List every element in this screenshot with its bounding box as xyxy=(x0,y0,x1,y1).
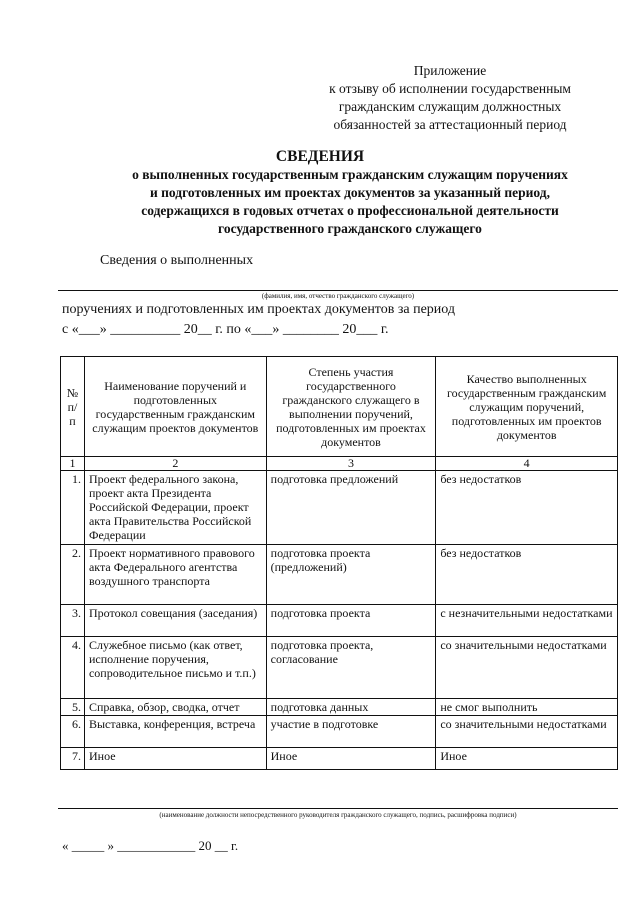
row-participation: подготовка данных xyxy=(266,699,436,716)
row-participation: Иное xyxy=(266,748,436,770)
name-line xyxy=(58,290,618,291)
appendix-block xyxy=(300,62,600,134)
row-number: 3. xyxy=(61,605,85,637)
row-participation: подготовка предложений xyxy=(266,471,436,545)
intro-text: Сведения о выполненных xyxy=(100,253,254,268)
name-caption: (фамилия, имя, отчество гражданского служащего) xyxy=(261,292,415,300)
row-quality: без недостатков xyxy=(436,545,618,605)
row-participation: участие в подготовке xyxy=(266,716,436,748)
subtitle-line: содержащихся в годовых отчетах о профессиональной деятельности xyxy=(141,203,559,218)
row-participation: подготовка проекта (предложений) xyxy=(266,545,436,605)
subtitle-line: и подготовленных им проектах документов за указанный период, xyxy=(150,185,550,200)
column-number: 4 xyxy=(436,457,618,471)
row-quality: со значительными недостатками xyxy=(436,637,618,699)
header-cell: Степень участия государственного гражданского служащего в выполнении поручений, подготовленных им проектах документов xyxy=(266,357,436,457)
appendix-line: гражданским служащим должностных xyxy=(338,99,562,114)
table-row xyxy=(61,605,618,637)
row-participation: подготовка проекта, согласование xyxy=(266,637,436,699)
row-quality: со значительными недостатками xyxy=(436,716,618,748)
table-row xyxy=(61,699,618,716)
row-quality: без недостатков xyxy=(436,471,618,545)
table-row xyxy=(61,748,618,770)
row-number: 5. xyxy=(61,699,85,716)
column-number: 1 xyxy=(61,457,85,471)
row-quality: Иное xyxy=(436,748,618,770)
column-number-row xyxy=(61,457,618,471)
row-quality: не смог выполнить xyxy=(436,699,618,716)
row-number: 2. xyxy=(61,545,85,605)
row-number: 7. xyxy=(61,748,85,770)
table-row xyxy=(61,545,618,605)
footer-date: « _____ » ____________ 20 __ г. xyxy=(62,838,239,853)
table-row xyxy=(61,716,618,748)
assignments-table xyxy=(60,356,618,770)
table-row xyxy=(61,637,618,699)
document-title: СВЕДЕНИЯ xyxy=(275,148,365,165)
appendix-heading: Приложение xyxy=(413,63,487,78)
row-name: Протокол совещания (заседания) xyxy=(84,605,266,637)
row-number: 4. xyxy=(61,637,85,699)
period-line: поручениях и подготовленных им проектах документов за период xyxy=(62,302,456,317)
column-number: 2 xyxy=(84,457,266,471)
signature-caption: (наименование должности непосредственного руководителя гражданского служащего, подпись, расшифровка подписи) xyxy=(159,811,517,819)
period-dates: с «___» __________ 20__ г. по «___» ________ 20___ г. xyxy=(62,322,389,337)
appendix-line: обязанностей за аттестационный период xyxy=(333,117,567,132)
row-number: 1. xyxy=(61,471,85,545)
header-cell: Качество выполненных государственным гражданским служащим поручений, подготовленных им проектов документов xyxy=(436,357,618,457)
table-header-row xyxy=(61,357,618,457)
column-number: 3 xyxy=(266,457,436,471)
row-name: Иное xyxy=(84,748,266,770)
row-name: Справка, обзор, сводка, отчет xyxy=(84,699,266,716)
subtitle-line: государственного гражданского служащего xyxy=(218,221,482,236)
signature-line xyxy=(58,808,618,809)
row-name: Выставка, конференция, встреча xyxy=(84,716,266,748)
row-participation: подготовка проекта xyxy=(266,605,436,637)
header-cell: Наименование поручений и подготовленных государственным гражданским служащим проектов документов xyxy=(84,357,266,457)
row-quality: с незначительными недостатками xyxy=(436,605,618,637)
appendix-line: к отзыву об исполнении государственным xyxy=(329,81,571,96)
table-row xyxy=(61,471,618,545)
row-name: Служебное письмо (как ответ, исполнение поручения, сопроводительное письмо и т.п.) xyxy=(84,637,266,699)
row-number: 6. xyxy=(61,716,85,748)
row-name: Проект нормативного правового акта Федерального агентства воздушного транспорта xyxy=(84,545,266,605)
document-subtitle xyxy=(90,166,610,238)
row-name: Проект федерального закона, проект акта Президента Российской Федерации, проект акта Правительства Российской Федерации xyxy=(84,471,266,545)
subtitle-line: о выполненных государственным гражданским служащим поручениях xyxy=(132,167,568,182)
header-cell: № п/п xyxy=(61,357,85,457)
